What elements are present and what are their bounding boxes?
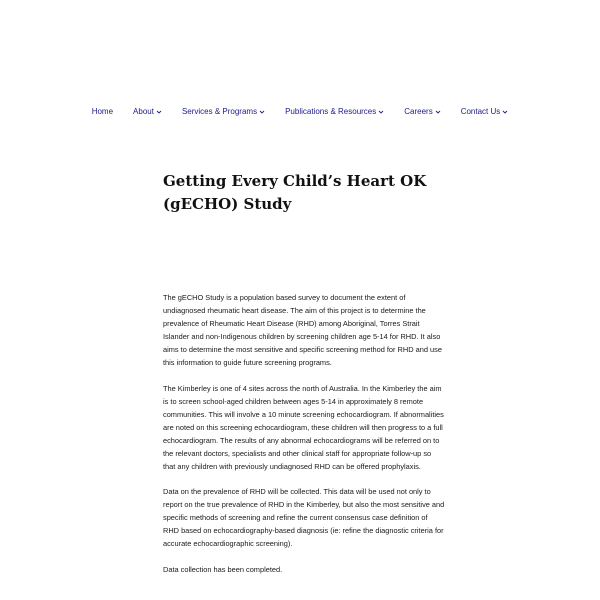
chevron-down-icon bbox=[156, 109, 162, 115]
nav-item-about[interactable] bbox=[133, 107, 162, 116]
chevron-down-icon bbox=[502, 109, 508, 115]
nav-item-label: Services & Programs bbox=[181, 107, 258, 116]
nav-item-careers[interactable] bbox=[404, 107, 440, 116]
article-body bbox=[163, 291, 445, 588]
nav-item-contact-us[interactable] bbox=[461, 107, 509, 116]
nav-item-label: Careers bbox=[404, 107, 433, 116]
paragraph-data-prevalence: Data on the prevalence of RHD will be collected. This data will be used not only to report on the true prevalence of RHD in the Kimberley, but also the most sensitive and specific methods of screening and refine the current consensus case definition of RHD based on echocardiography-based diagnosis (ie: refine the diagnostic criteria for accurate echocardiographic screening). bbox=[163, 487, 445, 548]
paragraph-intro: The gECHO Study is a population based survey to document the extent of undiagnosed rheumatic heart disease. The aim of this project is to determine the prevalence of Rheumatic Heart Disease (RHD) among Aboriginal, Torres Strait Islander and non-Indigenous children by screening children age 5-14 for RHD. It also aims to determine the most sensitive and specific screening method for RHD and use this information to guide future screening programs. bbox=[163, 293, 442, 367]
chevron-down-icon bbox=[259, 109, 265, 115]
nav-item-services-programs[interactable] bbox=[182, 107, 265, 116]
nav-item-home[interactable] bbox=[92, 107, 113, 116]
paragraph-kimberley: The Kimberley is one of 4 sites across the north of Australia. In the Kimberley the aim is to screen school-aged children between ages 5-14 in approximately 8 remote communities. This will involve a 10 minute screening echocardiogram. If abnormalities are noted on this screening echocardiogram, these children will then progress to a full echocardiogram. The results of any abnormal echocardiograms will be referred on to the relevant doctors, specialists and other clinical staff for appropriate follow-up so that any children with previously undiagnosed RHD can be offered prophylaxis. bbox=[163, 383, 444, 471]
chevron-down-icon bbox=[435, 109, 441, 115]
paragraph-status: Data collection has been completed. bbox=[163, 564, 283, 574]
nav-item-label: Contact Us bbox=[460, 107, 501, 116]
nav-item-label: Publications & Resources bbox=[285, 107, 377, 116]
page-title-line-1: Getting Every Child’s Heart OK bbox=[163, 172, 427, 190]
page-title-line-2: (gECHO) Study bbox=[163, 195, 292, 213]
page-title bbox=[163, 170, 453, 216]
nav-item-publications-resources[interactable] bbox=[285, 107, 384, 116]
nav-item-label: About bbox=[133, 107, 154, 116]
nav-item-label: Home bbox=[91, 107, 114, 116]
chevron-down-icon bbox=[378, 109, 384, 115]
main-navigation bbox=[0, 107, 600, 116]
